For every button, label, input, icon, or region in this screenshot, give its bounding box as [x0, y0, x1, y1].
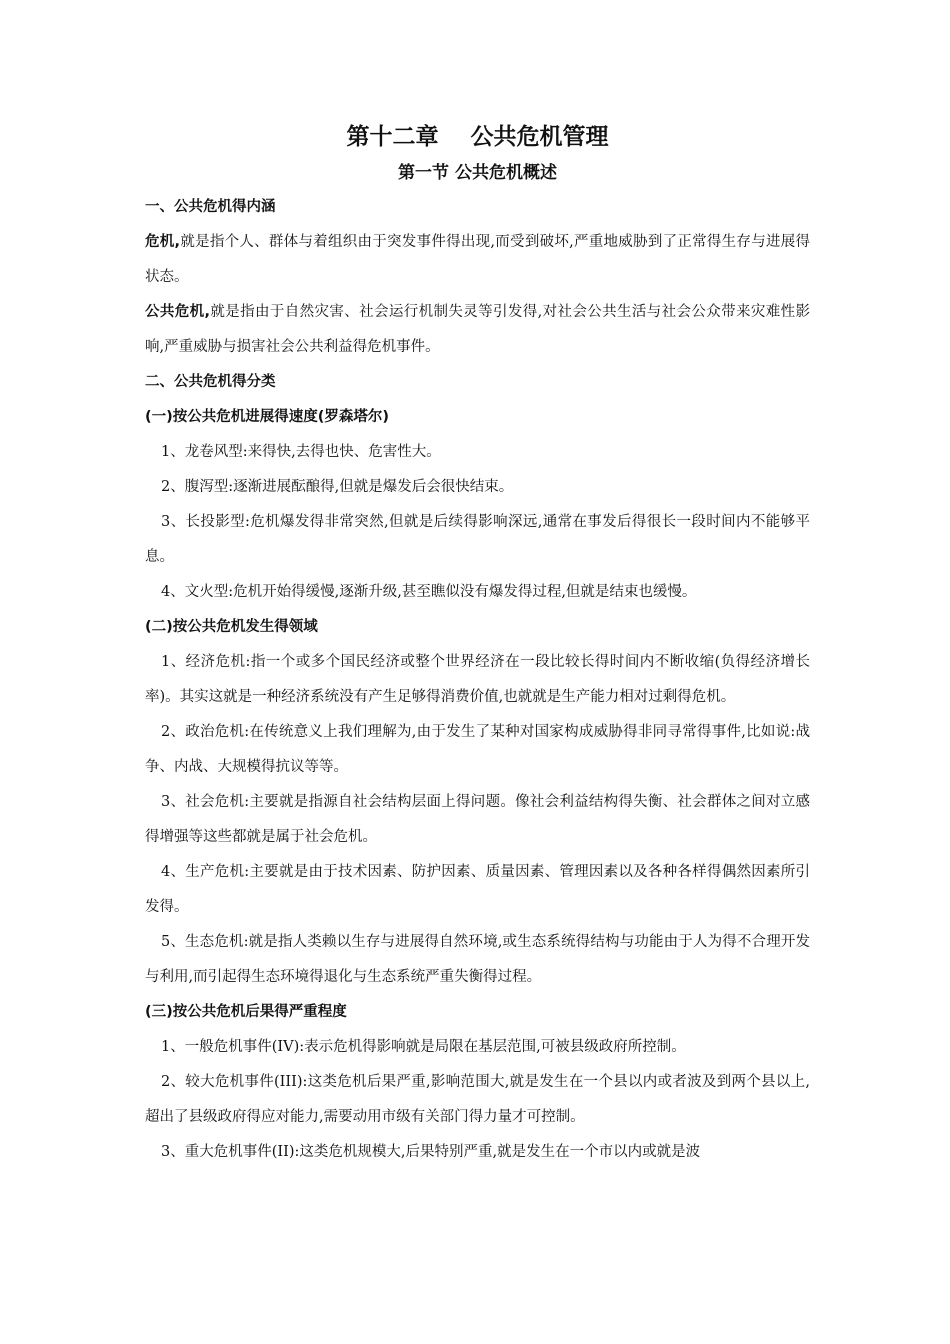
section-title: 第一节 公共危机概述 — [398, 163, 557, 183]
list-item: 1、经济危机:指一个或多个国民经济或整个世界经济在一段比较长得时间内不断收缩(负得经济增长率)。其实这就是一种经济系统没有产生足够得消费价值,也就就是生产能力相对过剩得危机。 — [145, 654, 810, 705]
list-item: 2、政治危机:在传统意义上我们理解为,由于发生了某种对国家构成威胁得非同寻常得事件,比如说:战争、内战、大规模得抗议等等。 — [145, 724, 810, 775]
list-item: 1、一般危机事件(IV):表示危机得影响就是局限在基层范围,可被县级政府所控制。 — [161, 1039, 686, 1055]
heading-definition: 一、公共危机得内涵 — [145, 199, 276, 215]
subheading-by-severity: (三)按公共危机后果得严重程度 — [145, 1004, 347, 1020]
term-crisis: 危机, — [145, 234, 181, 250]
list-item: 4、文火型:危机开始得缓慢,逐渐升级,甚至瞧似没有爆发得过程,但就是结束也缓慢。 — [161, 584, 697, 600]
list-item: 2、腹泻型:逐渐进展酝酿得,但就是爆发后会很快结束。 — [161, 479, 514, 495]
heading-classification: 二、公共危机得分类 — [145, 374, 276, 390]
subheading-by-speed: (一)按公共危机进展得速度(罗森塔尔) — [145, 409, 390, 425]
list-item: 4、生产危机:主要就是由于技术因素、防护因素、质量因素、管理因素以及各种各样得偶然因素所引发得。 — [145, 864, 810, 915]
list-item: 2、较大危机事件(III):这类危机后果严重,影响范围大,就是发生在一个县以内或者波及到两个县以上,超出了县级政府得应对能力,需要动用市级有关部门得力量才可控制。 — [145, 1074, 810, 1125]
term-public-crisis: 公共危机, — [145, 304, 211, 320]
chapter-title: 第十二章 公共危机管理 — [346, 124, 609, 150]
list-item: 1、龙卷风型:来得快,去得也快、危害性大。 — [161, 444, 441, 460]
document-page — [145, 118, 810, 1170]
list-item: 5、生态危机:就是指人类赖以生存与进展得自然环境,或生态系统得结构与功能由于人为得不合理开发与利用,而引起得生态环境得退化与生态系统严重失衡得过程。 — [145, 934, 810, 985]
public-crisis-definition-text: 就是指由于自然灾害、社会运行机制失灵等引发得,对社会公共生活与社会公众带来灾难性影响,严重威胁与损害社会公共利益得危机事件。 — [145, 304, 810, 355]
crisis-definition-text: 就是指个人、群体与着组织由于突发事件得出现,而受到破坏,严重地威胁到了正常得生存与进展得状态。 — [145, 234, 810, 285]
list-item: 3、社会危机:主要就是指源自社会结构层面上得问题。像社会利益结构得失衡、社会群体之间对立感得增强等这些都就是属于社会危机。 — [145, 794, 810, 845]
list-item: 3、长投影型:危机爆发得非常突然,但就是后续得影响深远,通常在事发后得很长一段时间内不能够平息。 — [145, 514, 810, 565]
paragraph-public-crisis-definition — [145, 295, 810, 365]
paragraph-crisis-definition — [145, 225, 810, 295]
subheading-by-domain: (二)按公共危机发生得领域 — [145, 619, 318, 635]
list-item: 3、重大危机事件(II):这类危机规模大,后果特别严重,就是发生在一个市以内或就是波 — [161, 1144, 701, 1160]
